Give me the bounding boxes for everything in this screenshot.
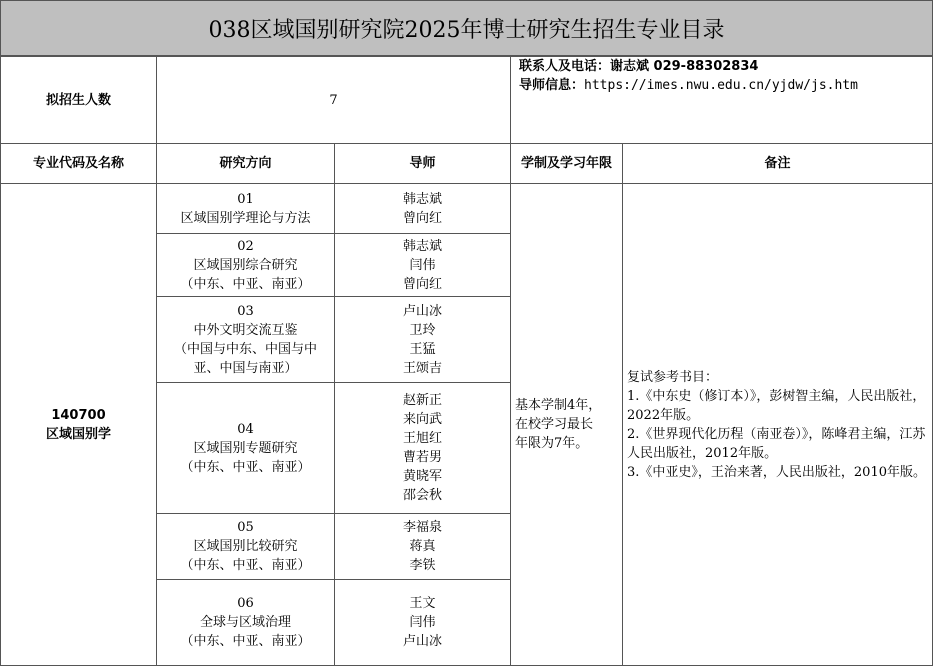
header-duration: 学制及学习年限 [510, 143, 623, 184]
advisor-info-url[interactable]: https://imes.nwu.edu.cn/yjdw/js.htm [584, 78, 858, 93]
major-name: 区域国别学 [45, 426, 111, 442]
contact-cell [510, 56, 933, 144]
major-cell [0, 183, 157, 666]
direction-01: 01 区域国别学理论与方法 [156, 183, 335, 234]
remarks-cell: 复试参考书目： 1.《中东史（修订本）》，彭树智主编，人民出版社，2022年版。 2.《世界现代化历程（南亚卷）》，陈峰君主编，江苏人民出版社，2012年版。 3.《中亚史》，王治来著，人民出版社，2010年版。 [622, 183, 933, 666]
direction-06: 06 全球与区域治理 （中东、中亚、南亚） [156, 579, 335, 666]
page-title: 038区域国别研究院2025年博士研究生招生专业目录 [208, 17, 725, 43]
advisors-02: 韩志斌 闫伟 曾向红 [334, 233, 511, 297]
contact-line [515, 57, 758, 76]
direction-03: 03 中外文明交流互鉴 （中国与中东、中国与中 亚、中国与南亚） [156, 296, 335, 383]
advisors-05: 李福泉 蒋真 李铁 [334, 513, 511, 580]
header-advisor: 导师 [334, 143, 511, 184]
advisors-06: 王文 闫伟 卢山冰 [334, 579, 511, 666]
major-code: 140700 [51, 407, 106, 423]
advisor-info-label: 导师信息： [519, 78, 585, 93]
advisors-04: 赵新正 来向武 王旭红 曹若男 黄晓军 邵会秋 [334, 382, 511, 514]
header-remarks: 备注 [622, 143, 933, 184]
enrollment-value: 7 [156, 56, 511, 144]
direction-04: 04 区域国别专题研究 （中东、中亚、南亚） [156, 382, 335, 514]
header-direction: 研究方向 [156, 143, 335, 184]
advisors-01: 韩志斌 曾向红 [334, 183, 511, 234]
enrollment-label: 拟招生人数 [0, 56, 157, 144]
advisor-info-line [515, 76, 858, 95]
duration-cell: 基本学制4年， 在校学习最长 年限为7年。 [510, 183, 623, 666]
advisors-03: 卢山冰 卫玲 王猛 王颂吉 [334, 296, 511, 383]
header-major: 专业代码及名称 [0, 143, 157, 184]
contact-label: 联系人及电话： [519, 59, 611, 74]
direction-05: 05 区域国别比较研究 （中东、中亚、南亚） [156, 513, 335, 580]
contact-person-phone: 谢志斌 029-88302834 [610, 59, 759, 74]
direction-02: 02 区域国别综合研究 （中东、中亚、南亚） [156, 233, 335, 297]
